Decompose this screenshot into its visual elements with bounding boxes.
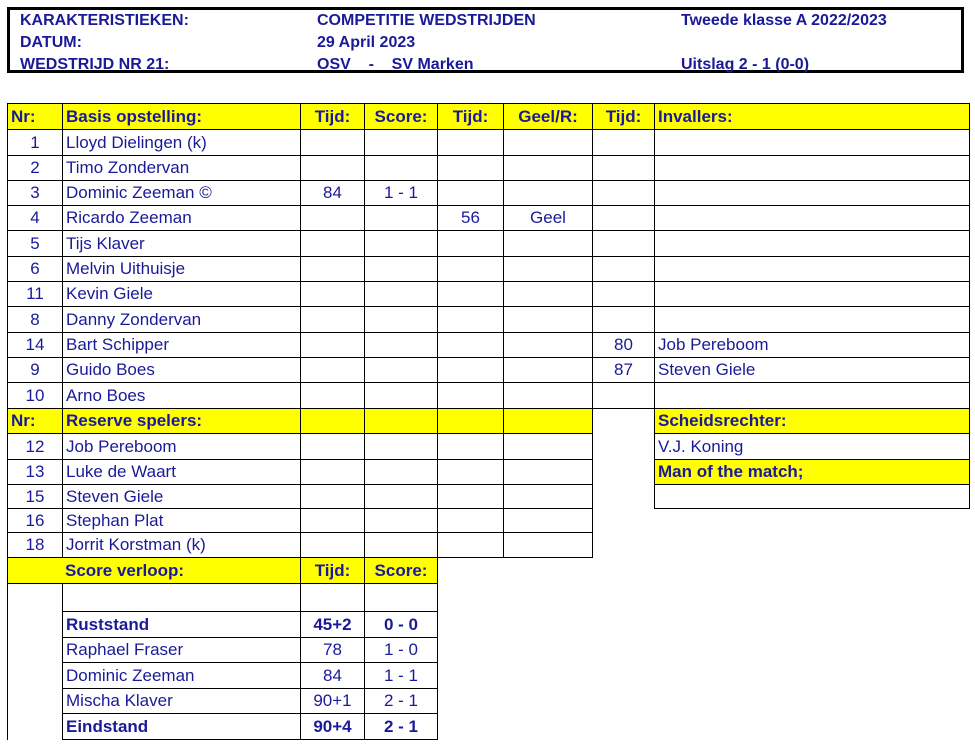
table-cell bbox=[364, 532, 438, 558]
table-cell: 84 bbox=[300, 180, 365, 206]
table-cell bbox=[592, 129, 655, 156]
score-event-time: 90+1 bbox=[300, 688, 365, 714]
table-cell bbox=[300, 532, 365, 558]
motm-value bbox=[654, 484, 970, 509]
reserve-header: Reserve spelers: bbox=[62, 408, 301, 434]
reserve-number: 12 bbox=[7, 433, 63, 460]
column-header: Basis opstelling: bbox=[62, 103, 301, 130]
table-cell bbox=[503, 129, 593, 156]
table-cell bbox=[300, 230, 365, 257]
reserve-name: Steven Giele bbox=[62, 484, 301, 509]
substitute-name bbox=[654, 382, 970, 409]
score-event-score: 2 - 1 bbox=[364, 688, 438, 714]
score-event-name: Mischa Klaver bbox=[62, 688, 301, 714]
match-info-box bbox=[7, 7, 964, 73]
table-cell bbox=[437, 484, 504, 509]
score-event-name bbox=[62, 583, 301, 612]
substitute-name: Steven Giele bbox=[654, 357, 970, 383]
table-cell bbox=[592, 205, 655, 231]
score-row-spacer bbox=[7, 583, 63, 612]
table-cell bbox=[364, 129, 438, 156]
table-cell bbox=[364, 433, 438, 460]
table-cell bbox=[364, 256, 438, 282]
score-row-spacer bbox=[7, 662, 63, 689]
table-cell bbox=[437, 433, 504, 460]
table-cell bbox=[300, 433, 365, 460]
table-cell bbox=[592, 306, 655, 333]
table-cell bbox=[300, 306, 365, 333]
label-date: DATUM: bbox=[20, 34, 82, 51]
table-cell bbox=[592, 155, 655, 181]
table-cell: 8 bbox=[7, 306, 63, 333]
table-cell bbox=[503, 433, 593, 460]
column-header: Nr: bbox=[7, 103, 63, 130]
table-cell bbox=[503, 459, 593, 485]
reserve-header-cell bbox=[503, 408, 593, 434]
reserve-header-cell bbox=[300, 408, 365, 434]
substitute-name bbox=[654, 205, 970, 231]
table-cell bbox=[300, 382, 365, 409]
table-cell: 5 bbox=[7, 230, 63, 257]
starter-name: Danny Zondervan bbox=[62, 306, 301, 333]
substitute-name: Job Pereboom bbox=[654, 332, 970, 358]
reserve-header-cell bbox=[364, 408, 438, 434]
table-cell bbox=[300, 256, 365, 282]
reserve-number: 18 bbox=[7, 532, 63, 558]
table-cell bbox=[300, 459, 365, 485]
table-cell bbox=[592, 180, 655, 206]
column-header: Score: bbox=[364, 103, 438, 130]
table-cell bbox=[592, 230, 655, 257]
column-header: Geel/R: bbox=[503, 103, 593, 130]
table-cell bbox=[437, 129, 504, 156]
table-cell bbox=[592, 382, 655, 409]
table-cell bbox=[364, 230, 438, 257]
reserve-number: 15 bbox=[7, 484, 63, 509]
score-event-time: 45+2 bbox=[300, 611, 365, 638]
table-cell bbox=[300, 484, 365, 509]
reserve-name: Luke de Waart bbox=[62, 459, 301, 485]
score-row-spacer bbox=[7, 637, 63, 663]
table-cell bbox=[437, 180, 504, 206]
table-cell bbox=[437, 256, 504, 282]
score-event-time: 78 bbox=[300, 637, 365, 663]
starter-name: Guido Boes bbox=[62, 357, 301, 383]
table-cell bbox=[437, 382, 504, 409]
table-cell bbox=[437, 306, 504, 333]
table-cell bbox=[503, 155, 593, 181]
substitute-name bbox=[654, 230, 970, 257]
reserve-name: Job Pereboom bbox=[62, 433, 301, 460]
table-cell bbox=[503, 281, 593, 307]
substitute-name bbox=[654, 180, 970, 206]
score-row-spacer bbox=[7, 713, 63, 740]
score-event-name: Dominic Zeeman bbox=[62, 662, 301, 689]
table-cell bbox=[503, 508, 593, 533]
table-cell: 6 bbox=[7, 256, 63, 282]
table-cell: 1 - 1 bbox=[364, 180, 438, 206]
starter-name: Bart Schipper bbox=[62, 332, 301, 358]
table-cell bbox=[503, 357, 593, 383]
referee-label: Scheidsrechter: bbox=[654, 408, 970, 434]
table-cell bbox=[364, 484, 438, 509]
reserve-name: Stephan Plat bbox=[62, 508, 301, 533]
score-row-spacer bbox=[7, 611, 63, 638]
table-cell bbox=[437, 532, 504, 558]
score-event-time bbox=[300, 583, 365, 612]
starter-name: Dominic Zeeman © bbox=[62, 180, 301, 206]
starter-name: Melvin Uithuisje bbox=[62, 256, 301, 282]
label-match-number: WEDSTRIJD NR 21: bbox=[20, 56, 170, 73]
table-cell bbox=[364, 281, 438, 307]
reserve-name: Jorrit Korstman (k) bbox=[62, 532, 301, 558]
score-time-header: Tijd: bbox=[300, 557, 365, 584]
column-header: Tijd: bbox=[592, 103, 655, 130]
score-value-header: Score: bbox=[364, 557, 438, 584]
table-cell: 14 bbox=[7, 332, 63, 358]
table-cell bbox=[364, 306, 438, 333]
match-teams: OSV - SV Marken bbox=[317, 56, 474, 73]
table-cell bbox=[592, 281, 655, 307]
table-cell: 9 bbox=[7, 357, 63, 383]
table-cell bbox=[437, 508, 504, 533]
table-cell bbox=[503, 306, 593, 333]
table-cell bbox=[300, 155, 365, 181]
table-cell: 3 bbox=[7, 180, 63, 206]
substitute-name bbox=[654, 281, 970, 307]
division-season: Tweede klasse A 2022/2023 bbox=[681, 12, 887, 29]
table-cell bbox=[437, 459, 504, 485]
score-event-time: 84 bbox=[300, 662, 365, 689]
starter-name: Ricardo Zeeman bbox=[62, 205, 301, 231]
table-cell: 87 bbox=[592, 357, 655, 383]
score-event-time: 90+4 bbox=[300, 713, 365, 740]
table-cell bbox=[364, 205, 438, 231]
table-cell: 80 bbox=[592, 332, 655, 358]
table-cell bbox=[503, 230, 593, 257]
score-event-score: 1 - 1 bbox=[364, 662, 438, 689]
substitute-name bbox=[654, 155, 970, 181]
substitute-name bbox=[654, 256, 970, 282]
table-cell: 4 bbox=[7, 205, 63, 231]
score-event-score bbox=[364, 583, 438, 612]
score-row-spacer bbox=[7, 688, 63, 714]
table-cell bbox=[437, 357, 504, 383]
table-cell bbox=[364, 382, 438, 409]
column-header: Tijd: bbox=[437, 103, 504, 130]
match-result: Uitslag 2 - 1 (0-0) bbox=[681, 56, 810, 73]
table-cell bbox=[364, 459, 438, 485]
table-cell bbox=[592, 256, 655, 282]
substitute-name bbox=[654, 129, 970, 156]
match-date: 29 April 2023 bbox=[317, 34, 416, 51]
table-cell bbox=[300, 205, 365, 231]
table-cell bbox=[437, 155, 504, 181]
reserve-number: 13 bbox=[7, 459, 63, 485]
table-cell bbox=[503, 484, 593, 509]
reserve-header-cell bbox=[437, 408, 504, 434]
table-cell bbox=[503, 180, 593, 206]
starter-name: Arno Boes bbox=[62, 382, 301, 409]
referee-name: V.J. Koning bbox=[654, 433, 970, 460]
score-event-score: 0 - 0 bbox=[364, 611, 438, 638]
starter-name: Lloyd Dielingen (k) bbox=[62, 129, 301, 156]
table-cell: 11 bbox=[7, 281, 63, 307]
table-cell bbox=[364, 357, 438, 383]
column-header: Tijd: bbox=[300, 103, 365, 130]
table-cell: 1 bbox=[7, 129, 63, 156]
motm-label: Man of the match; bbox=[654, 459, 970, 485]
score-event-name: Eindstand bbox=[62, 713, 301, 740]
table-cell bbox=[364, 332, 438, 358]
score-event-score: 2 - 1 bbox=[364, 713, 438, 740]
starter-name: Timo Zondervan bbox=[62, 155, 301, 181]
competition-title: COMPETITIE WEDSTRIJDEN bbox=[317, 12, 536, 29]
table-cell: 56 bbox=[437, 205, 504, 231]
table-cell bbox=[364, 508, 438, 533]
score-event-name: Ruststand bbox=[62, 611, 301, 638]
substitute-name bbox=[654, 306, 970, 333]
starter-name: Kevin Giele bbox=[62, 281, 301, 307]
label-characteristics: KARAKTERISTIEKEN: bbox=[20, 12, 189, 29]
table-cell: Geel bbox=[503, 205, 593, 231]
table-cell: 2 bbox=[7, 155, 63, 181]
table-cell bbox=[300, 332, 365, 358]
starter-name: Tijs Klaver bbox=[62, 230, 301, 257]
column-header: Invallers: bbox=[654, 103, 970, 130]
table-cell bbox=[437, 332, 504, 358]
table-cell bbox=[300, 281, 365, 307]
table-cell bbox=[437, 230, 504, 257]
reserve-number: 16 bbox=[7, 508, 63, 533]
score-event-name: Raphael Fraser bbox=[62, 637, 301, 663]
table-cell bbox=[503, 382, 593, 409]
reserve-nr-header: Nr: bbox=[7, 408, 63, 434]
score-event-score: 1 - 0 bbox=[364, 637, 438, 663]
table-cell bbox=[503, 256, 593, 282]
table-cell bbox=[364, 155, 438, 181]
score-progress-header: Score verloop: bbox=[62, 557, 301, 584]
table-cell bbox=[437, 281, 504, 307]
table-cell: 10 bbox=[7, 382, 63, 409]
table-cell bbox=[503, 532, 593, 558]
table-cell bbox=[300, 508, 365, 533]
table-cell bbox=[503, 332, 593, 358]
score-header-spacer bbox=[7, 557, 63, 584]
table-cell bbox=[300, 357, 365, 383]
table-cell bbox=[300, 129, 365, 156]
